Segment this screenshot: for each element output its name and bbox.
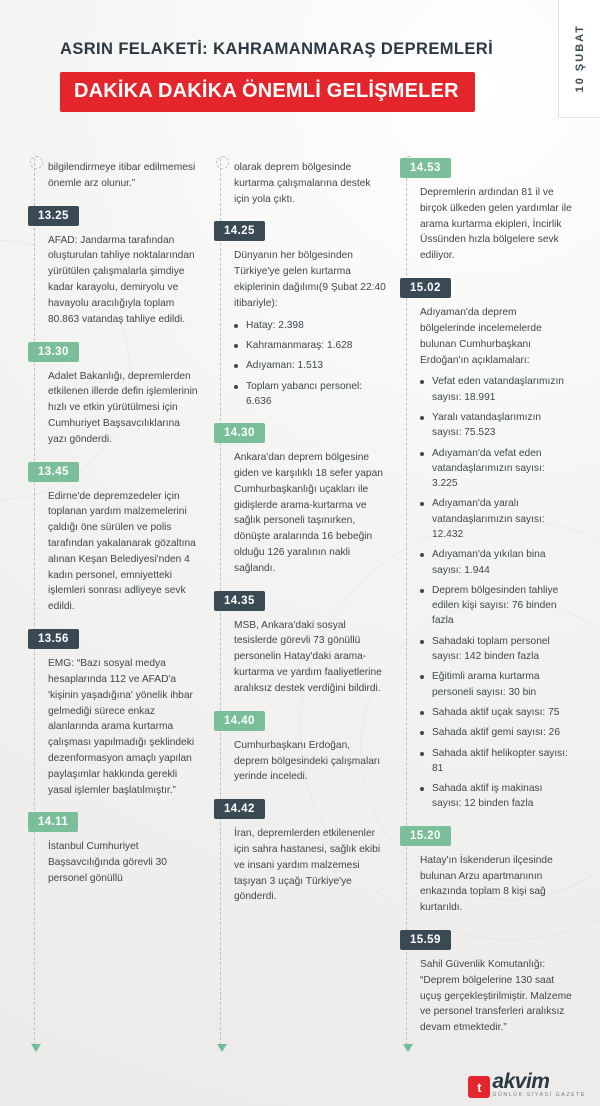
timeline-entry <box>28 158 200 192</box>
list-item: Yaralı vatandaşlarımızın sayısı: 75.523 <box>420 410 572 441</box>
date-tab <box>558 0 600 118</box>
entry-time-chip: 14.35 <box>214 591 265 611</box>
entry-text: olarak deprem bölgesinde kurtarma çalışmalarına destek için yola çıktı. <box>234 162 371 205</box>
page-title: ASRIN FELAKETİ: KAHRAMANMARAŞ DEPREMLERİ <box>60 40 494 58</box>
list-item: Deprem bölgesinden tahliye edilen kişi sayısı: 76 binden fazla <box>420 583 572 629</box>
list-item: Sahada aktif uçak sayısı: 75 <box>420 705 572 720</box>
entry-text: Sahil Güvenlik Komutanlığı: “Deprem bölgelerine 130 saat uçuş gerçekleştirilmiştir. Malzeme ve personel transferleri aralıksız devam etmektedir.” <box>420 958 572 1034</box>
entry-time-chip: 13.45 <box>28 462 79 482</box>
timeline-entry <box>28 206 200 328</box>
entry-time-chip: 14.42 <box>214 799 265 819</box>
list-item: Sahadaki toplam personel sayısı: 142 binden fazla <box>420 634 572 665</box>
timeline-column-2 <box>214 158 386 1050</box>
entry-text: Edirne'de depremzedeler için toplanan yardım malzemelerini çaldığı öne sürülen ve polis tarafından yakalanarak gözaltına alınan Keşan Belediyesi'nden 4 kadın personel, emniyetteki işlemleri sonrası adliyeye sevk edildi. <box>48 490 196 613</box>
timeline-entry <box>214 711 386 785</box>
subtitle-banner: DAKİKA DAKİKA ÖNEMLİ GELİŞMELER <box>60 72 475 112</box>
entry-text: Cumhurbaşkanı Erdoğan, deprem bölgesindeki çalışmaları yerinde inceledi. <box>234 739 381 783</box>
entry-time-chip: 15.20 <box>400 826 451 846</box>
entry-text: Depremlerin ardından 81 il ve birçok ülkeden gelen yardımlar ile arama kurtarma ekipleri, İncirlik Üssünden hızla bölgelere sevk ediliyor. <box>420 187 572 262</box>
timeline-entry <box>400 158 572 264</box>
timeline-entry <box>400 930 572 1036</box>
entry-text: Adalet Bakanlığı, depremlerden etkilenen illerde defin işlemlerinin hızlı ve etkin yürütülmesi için Cumhuriyet Başsavcılıklarına yazı gönderdi. <box>48 370 198 445</box>
brand-logo <box>468 1072 586 1098</box>
entry-time-chip: 14.30 <box>214 423 265 443</box>
timeline-entry <box>400 278 572 812</box>
entry-text: Adıyaman'da deprem bölgelerinde incelemelerde bulunan Cumhurbaşkanı Erdoğan'ın açıklamaları: <box>420 307 542 366</box>
list-item: Hatay: 2.398 <box>234 318 386 333</box>
list-item: Adıyaman'da yaralı vatandaşlarımızın sayısı: 12.432 <box>420 496 572 542</box>
timeline-entry <box>28 629 200 798</box>
timeline-entry <box>28 342 200 448</box>
entry-time-chip: 14.11 <box>28 812 78 832</box>
header <box>0 0 600 140</box>
timeline-entry <box>400 826 572 916</box>
list-item: Vefat eden vatandaşlarımızın sayısı: 18.991 <box>420 374 572 405</box>
timeline-entry <box>28 462 200 616</box>
timeline-entry <box>214 423 386 577</box>
list-item: Eğitimli arama kurtarma personeli sayısı: 30 bin <box>420 669 572 700</box>
list-item: Adıyaman'da yıkılan bina sayısı: 1.944 <box>420 547 572 578</box>
entry-text: Ankara'dan deprem bölgesine giden ve karşılıklı 18 sefer yapan Cumhurbaşkanlığı uçakları ile gidişlerde arama-kurtarma ve sağlık personeli taşınırken, dönüşte aralarında 16 bebeğin olduğu 126 yaralının nakli sağlandı. <box>234 452 383 574</box>
logo-mark: t <box>468 1076 490 1098</box>
list-item: Kahramanmaraş: 1.628 <box>234 338 386 353</box>
timeline-entry <box>214 799 386 905</box>
timeline-columns <box>0 140 600 1050</box>
timeline-entry <box>28 812 200 886</box>
entry-text: MSB, Ankara'daki sosyal tesislerde görevli 73 gönüllü personelin Hatay'daki arama-kurtarma ve yardım faaliyetlerine aralıksız destek verdiğini bildirdi. <box>234 619 382 694</box>
entry-time-chip: 15.59 <box>400 930 451 950</box>
entry-time-chip: 15.02 <box>400 278 451 298</box>
logo-text: akvim <box>492 1070 550 1094</box>
entry-time-chip: 13.30 <box>28 342 79 362</box>
list-item: Toplam yabancı personel: 6.636 <box>234 379 386 410</box>
entry-text: İran, depremlerden etkilenenler için sahra hastanesi, sağlık ekibi ve insani yardım malzemesi taşıyan 3 uçağı Türkiye'ye gönderdi. <box>234 828 381 903</box>
entry-text: İstanbul Cumhuriyet Başsavcılığında görevli 30 personel gönüllü <box>48 841 167 884</box>
entry-bullet-list <box>234 318 386 409</box>
entry-time-chip: 14.53 <box>400 158 451 178</box>
logo-subtitle: GÜNLÜK SİYASİ GAZETE <box>492 1092 586 1098</box>
list-item: Adıyaman'da vefat eden vatandaşlarımızın sayısı: 3.225 <box>420 446 572 492</box>
timeline-entry <box>214 591 386 697</box>
timeline-column-1 <box>28 158 200 1050</box>
timeline-column-3 <box>400 158 572 1050</box>
list-item: Adıyaman: 1.513 <box>234 358 386 373</box>
entry-time-chip: 14.40 <box>214 711 265 731</box>
list-item: Sahada aktif iş makinası sayısı: 12 binden fazla <box>420 781 572 812</box>
timeline-entry <box>214 221 386 409</box>
timeline-entry <box>214 158 386 207</box>
entry-text: EMG: “Bazı sosyal medya hesaplarında 112 ve AFAD'a 'kişinin yaşadığına' yönelik ihbar gelmediği sürece enkaz alanlarında arama kurtarma çalışması yapılmadığı şeklindeki dezenformasyon amaçlı yapılan paylaşımlar hakkında gerekli yasal işlemler başlatılmıştır.” <box>48 658 195 796</box>
entry-time-chip: 14.25 <box>214 221 265 241</box>
entry-text: bilgilendirmeye itibar edilmemesi önemle arz olunur.” <box>48 162 196 189</box>
entry-text: Dünyanın her bölgesinden Türkiye'ye gelen kurtarma ekiplerinin dağılımı(9 Şubat 22:40 itibariyle): <box>234 250 386 309</box>
list-item: Sahada aktif gemi sayısı: 26 <box>420 725 572 740</box>
list-item: Sahada aktif helikopter sayısı: 81 <box>420 746 572 777</box>
entry-time-chip: 13.56 <box>28 629 79 649</box>
entry-text: AFAD: Jandarma tarafından oluşturulan tahliye noktalarından yürütülen çalışmalarla şimdiye kadar karayolu, demiryolu ve havayolu aracılığıyla toplam 80.863 vatandaş tahliye edildi. <box>48 234 195 325</box>
entry-bullet-list <box>420 374 572 811</box>
entry-text: Hatay'ın İskenderun ilçesinde bulunan Arzu apartmanının enkazında toplam 8 kişi sağ kurtarıldı. <box>420 854 553 914</box>
entry-time-chip: 13.25 <box>28 206 79 226</box>
date-tab-label: 10 ŞUBAT <box>573 24 586 93</box>
